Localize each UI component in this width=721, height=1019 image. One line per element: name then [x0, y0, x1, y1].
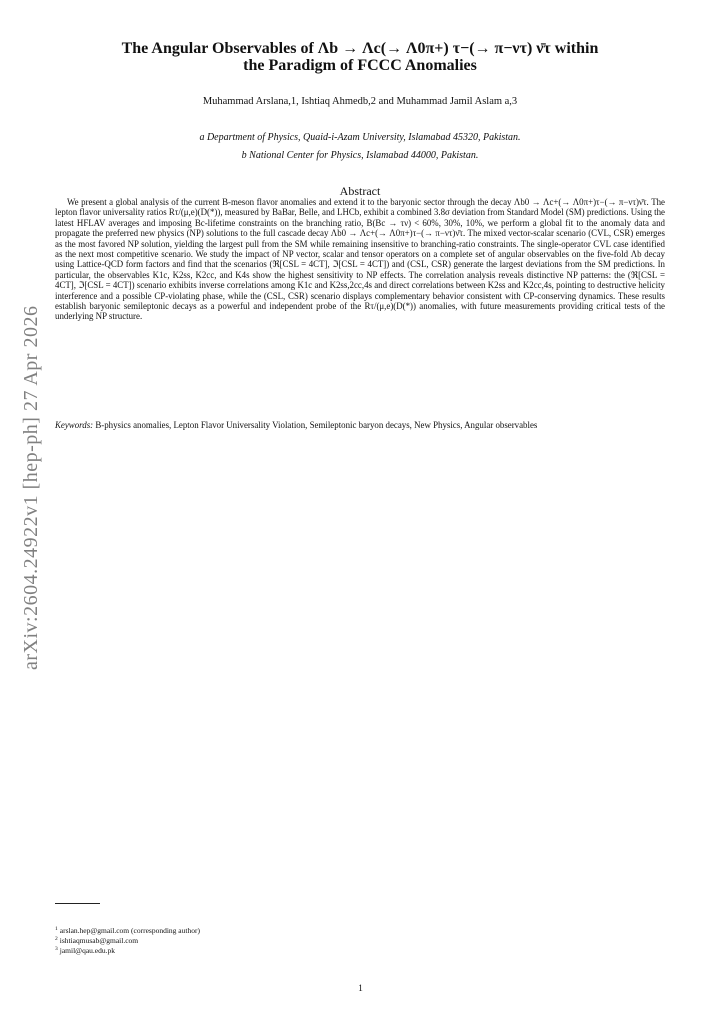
page-number: 1 — [358, 984, 363, 994]
footnote-email: arslan.hep@gmail.com (corresponding author) — [59, 926, 200, 935]
title-line-2: the Paradigm of FCCC Anomalies — [243, 57, 477, 74]
footnote-2 — [55, 935, 138, 945]
affiliation-b: b National Center for Physics, Islamabad 44000, Pakistan. — [241, 150, 479, 161]
footnote-mark: 2 — [55, 936, 58, 942]
arxiv-identifier-stamp: arXiv:2604.24922v1 [hep-ph] 27 Apr 2026 — [20, 305, 42, 670]
abstract-heading: Abstract — [339, 184, 381, 198]
title-line-1: The Angular Observables of Λb → Λc(→ Λ0π+) τ−(→ π−ντ) ν̄τ within — [121, 40, 599, 57]
footnote-email: ishtiaqmusab@gmail.com — [59, 936, 139, 945]
footnote-3 — [55, 945, 115, 955]
keywords-text: B-physics anomalies, Lepton Flavor Universality Violation, Semileptonic baryon decays, New Physics, Angular observables — [95, 420, 538, 430]
footnote-rule — [55, 903, 100, 904]
footnote-mark: 3 — [55, 946, 58, 952]
paper-title — [60, 40, 660, 74]
keywords-label: Keywords: — [55, 420, 94, 430]
abstract-body: We present a global analysis of the current B-meson flavor anomalies and extend it to the baryonic sector through the decay Λb0 → Λc+(→ Λ0π+)τ−(→ π−ντ)ν̄τ. The lepton flavor universality ratios Rτ/(μ,e)(D(*)), measured by BaBar, Belle, and LHCb, exhibit a combined 3.8σ deviation from Standard Model (SM) predictions. Using the latest HFLAV averages and imposing Bc-lifetime constraints on the branching ratio, B(Bc → τν) < 60%, 30%, 10%, we perform a global fit to the anomaly data and propagate the preferred new physics (NP) solutions to the full cascade decay Λb0 → Λc+(→ Λ0π+)τ−(→ π−ντ)ν̄τ. The mixed vector-scalar scenario (CVL, CSR) emerges as the most favored NP solution, yielding the largest pull from the SM while remaining insensitive to branching-ratio constraints. The single-operator CVL case identified as the next most competitive scenario. We study the impact of NP vector, scalar and tensor operators on a complete set of angular observables on the five-fold Λb decay using Lattice-QCD form factors and find that the scenarios (ℜ[CSL = 4CT], ℑ[CSL = 4CT]) and (CSL, CSR) generate the largest deviations from the SM predictions. In particular, the observables K1c, K2ss, K2cc, and K4s show the highest sensitivity to NP effects. The correlation analysis reveals distinctive NP patterns: the (ℜ[CSL = 4CT], ℑ[CSL = 4CT]) scenario exhibits inverse correlations among K1c and K2ss,2cc,4s and direct correlations between K2ss and K2cc,4s, pointing to destructive helicity interference and a possible CP-violating phase, while the (CSL, CSR) scenario displays complementary behavior consistent with CP-conserving dynamics. These results establish baryonic semileptonic decays as a powerful and independent probe of the Rτ/(μ,e)(D(*)) anomalies, with future measurements providing critical tests of the underlying NP structure. — [55, 197, 665, 322]
keywords — [55, 420, 665, 430]
footnote-1 — [55, 925, 200, 935]
affiliation-a: a Department of Physics, Quaid-i-Azam University, Islamabad 45320, Pakistan. — [199, 132, 521, 143]
footnote-email: jamil@qau.edu.pk — [59, 946, 115, 955]
footnote-mark: 1 — [55, 926, 58, 932]
author-list: Muhammad Arslana,1, Ishtiaq Ahmedb,2 and Muhammad Jamil Aslam a,3 — [202, 96, 518, 107]
